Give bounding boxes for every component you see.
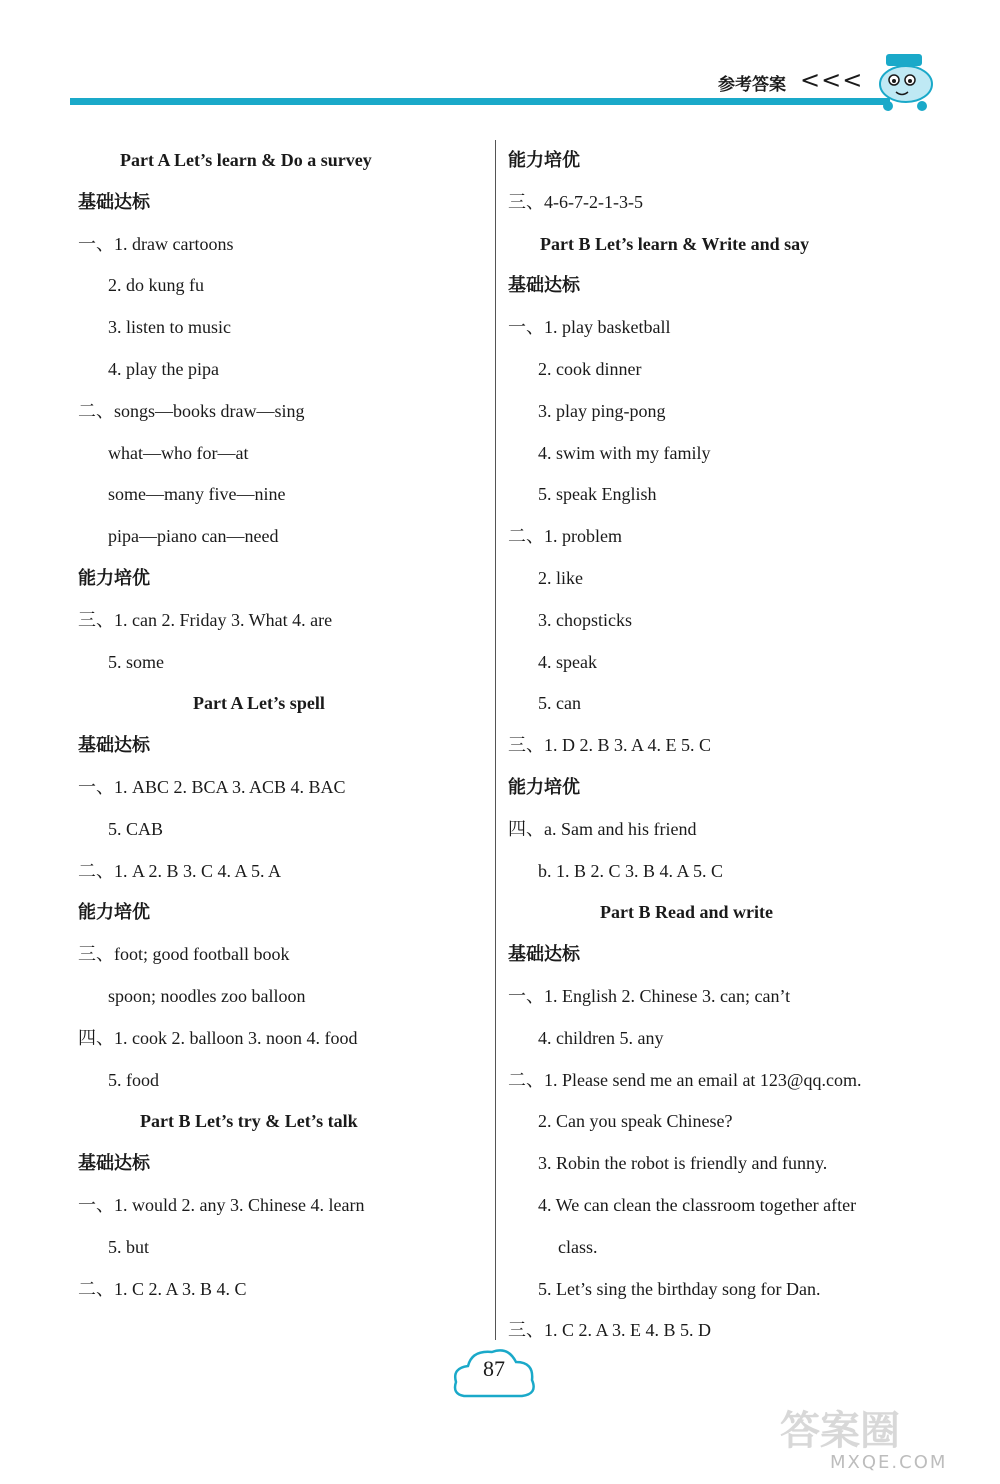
answer-line: 二、1. A 2. B 3. C 4. A 5. A — [78, 860, 282, 881]
answer-line: 4. play the pipa — [108, 358, 219, 379]
answer-line: 二、1. Please send me an email at 123@qq.com. — [508, 1069, 862, 1090]
answer-line: 5. speak English — [538, 484, 657, 505]
answer-line: 一、1. would 2. any 3. Chinese 4. learn — [78, 1194, 365, 1215]
answer-line: 四、1. cook 2. balloon 3. noon 4. food — [78, 1027, 358, 1048]
section-heading: 基础达标 — [78, 1153, 150, 1175]
answer-line: 3. chopsticks — [538, 609, 632, 630]
answer-line: 5. Let’s sing the birthday song for Dan. — [538, 1278, 821, 1299]
section-heading: 基础达标 — [78, 735, 150, 757]
answer-line: 5. some — [108, 651, 164, 672]
answer-line: 4. speak — [538, 651, 597, 672]
answer-line: 二、1. C 2. A 3. B 4. C — [78, 1278, 247, 1299]
header-rule — [70, 98, 890, 105]
page-number-badge — [448, 1338, 540, 1408]
answer-line: pipa—piano can—need — [108, 526, 279, 547]
part-title: Part A Let’s spell — [193, 693, 325, 714]
mascot-icon — [868, 44, 940, 116]
answer-line: 2. like — [538, 567, 583, 588]
answer-line: 2. do kung fu — [108, 275, 204, 296]
section-heading: 基础达标 — [508, 275, 580, 297]
answer-line: 5. food — [108, 1069, 159, 1090]
left-column — [78, 140, 488, 1310]
answer-line: 一、1. play basketball — [508, 317, 671, 338]
answer-line: class. — [558, 1236, 598, 1257]
answer-line: 二、1. problem — [508, 526, 622, 547]
answer-line: 5. can — [538, 693, 581, 714]
chevron-left-icon: <<< — [800, 66, 864, 94]
answer-line: 三、foot; good football book — [78, 944, 290, 965]
answer-line: 三、1. can 2. Friday 3. What 4. are — [78, 609, 333, 630]
answer-line: 5. CAB — [108, 818, 164, 839]
svg-text:答案圈: 答案圈 — [780, 1408, 900, 1454]
section-heading: 能力培优 — [78, 902, 150, 924]
answer-line: 3. listen to music — [108, 317, 231, 338]
answer-line: 一、1. English 2. Chinese 3. can; can’t — [508, 985, 791, 1006]
answer-line: 4. swim with my family — [538, 442, 711, 463]
answer-line: 2. Can you speak Chinese? — [538, 1111, 733, 1132]
part-title: Part B Read and write — [600, 902, 773, 923]
answer-line: 4. children 5. any — [538, 1027, 664, 1048]
answer-line: 三、1. C 2. A 3. E 4. B 5. D — [508, 1320, 712, 1341]
part-title: Part B Let’s learn & Write and say — [540, 233, 810, 254]
answer-line: 一、1. ABC 2. BCA 3. ACB 4. BAC — [78, 776, 346, 797]
answer-line: 一、1. draw cartoons — [78, 233, 234, 254]
section-heading: 能力培优 — [78, 567, 150, 589]
answer-line: some—many five—nine — [108, 484, 286, 505]
answer-line: 4. We can clean the classroom together after — [538, 1194, 857, 1215]
answer-line: 三、1. D 2. B 3. A 4. E 5. C — [508, 735, 712, 756]
part-title: Part B Let’s try & Let’s talk — [140, 1111, 358, 1132]
section-heading: 能力培优 — [508, 150, 580, 171]
answer-line: b. 1. B 2. C 3. B 4. A 5. C — [538, 860, 724, 881]
answer-line: 3. Robin the robot is friendly and funny. — [538, 1153, 828, 1174]
answer-line: 2. cook dinner — [538, 358, 642, 379]
part-title: Part A Let’s learn & Do a survey — [120, 150, 372, 170]
column-divider — [495, 140, 496, 1340]
header-label: 参考答案 — [718, 75, 786, 95]
answer-line: 四、a. Sam and his friend — [508, 818, 697, 839]
answer-line: 3. play ping-pong — [538, 400, 666, 421]
right-column — [508, 140, 948, 1352]
answer-line: 二、songs—books draw—sing — [78, 400, 305, 421]
page-number: 87 — [483, 1356, 505, 1381]
section-heading: 能力培优 — [508, 776, 580, 798]
section-heading: 基础达标 — [508, 944, 580, 966]
answer-line: 三、4-6-7-2-1-3-5 — [508, 191, 643, 212]
answer-line: 5. but — [108, 1236, 150, 1257]
section-heading: 基础达标 — [78, 191, 150, 213]
watermark-text: MXQE.COM — [830, 1452, 948, 1473]
answer-line: spoon; noodles zoo balloon — [108, 985, 306, 1006]
answer-line: what—who for—at — [108, 442, 249, 463]
